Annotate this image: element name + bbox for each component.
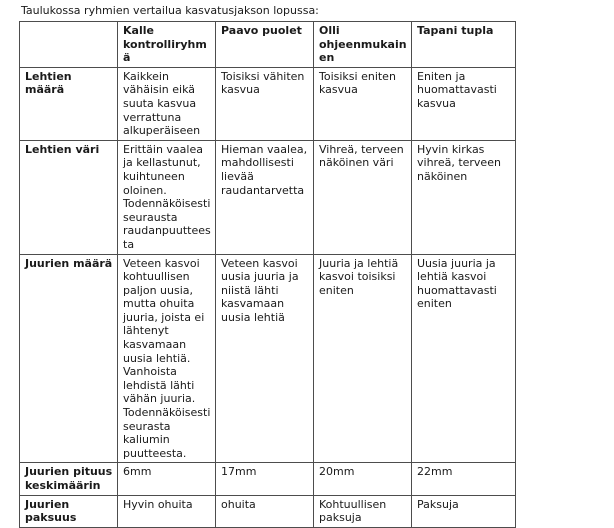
table-cell: Toisiksi vähiten kasvua: [216, 67, 314, 140]
header-cell-kalle: Kalle kontrolliryhmä: [118, 22, 216, 68]
table-cell: Vihreä, terveen näköinen väri: [314, 140, 412, 254]
row-label: Lehtien väri: [20, 140, 118, 254]
row-label: Juurien paksuus: [20, 495, 118, 527]
table-cell: Paksuja: [412, 495, 516, 527]
header-cell-empty: [20, 22, 118, 68]
row-label: Juurien pituus keskimäärin: [20, 463, 118, 495]
table-caption: Taulukossa ryhmien vertailua kasvatusjakson lopussa:: [21, 4, 319, 17]
table-cell: Eniten ja huomattavasti kasvua: [412, 67, 516, 140]
table-cell: 17mm: [216, 463, 314, 495]
table-cell: Veteen kasvoi uusia juuria ja niistä lähti kasvamaan uusia lehtiä: [216, 254, 314, 463]
table-cell: Kaikkein vähäisin eikä suuta kasvua verrattuna alkuperäiseen: [118, 67, 216, 140]
table-cell: Uusia juuria ja lehtiä kasvoi huomattavasti eniten: [412, 254, 516, 463]
table-cell: ohuita: [216, 495, 314, 527]
table-cell: Veteen kasvoi kohtuullisen paljon uusia, mutta ohuita juuria, joista ei lähtenyt kasvamaan uusia lehtiä. Vanhoista lehdistä lähti vähän juuria. Todennäköisesti seurasta kaliumin puutteesta.: [118, 254, 216, 463]
row-label: Lehtien määrä: [20, 67, 118, 140]
header-cell-tapani: Tapani tupla: [412, 22, 516, 68]
table-header-row: [20, 22, 516, 68]
table-cell: 20mm: [314, 463, 412, 495]
table-cell: Toisiksi eniten kasvua: [314, 67, 412, 140]
row-label: Juurien määrä: [20, 254, 118, 463]
header-cell-olli: Olli ohjeenmukainen: [314, 22, 412, 68]
comparison-table: [19, 21, 516, 528]
table-cell: 22mm: [412, 463, 516, 495]
table-cell: Juuria ja lehtiä kasvoi toisiksi eniten: [314, 254, 412, 463]
table-cell: Hyvin kirkas vihreä, terveen näköinen: [412, 140, 516, 254]
table-cell: Hieman vaalea, mahdollisesti lievää raudantarvetta: [216, 140, 314, 254]
table-row: [20, 463, 516, 495]
table-cell: Hyvin ohuita: [118, 495, 216, 527]
table-cell: 6mm: [118, 463, 216, 495]
header-cell-paavo: Paavo puolet: [216, 22, 314, 68]
table-cell: Erittäin vaalea ja kellastunut, kuihtuneen oloinen. Todennäköisesti seurausta raudanpuutteesta: [118, 140, 216, 254]
table-row: [20, 140, 516, 254]
table-row: [20, 495, 516, 527]
table-row: [20, 254, 516, 463]
table-cell: Kohtuullisen paksuja: [314, 495, 412, 527]
table-row: [20, 67, 516, 140]
